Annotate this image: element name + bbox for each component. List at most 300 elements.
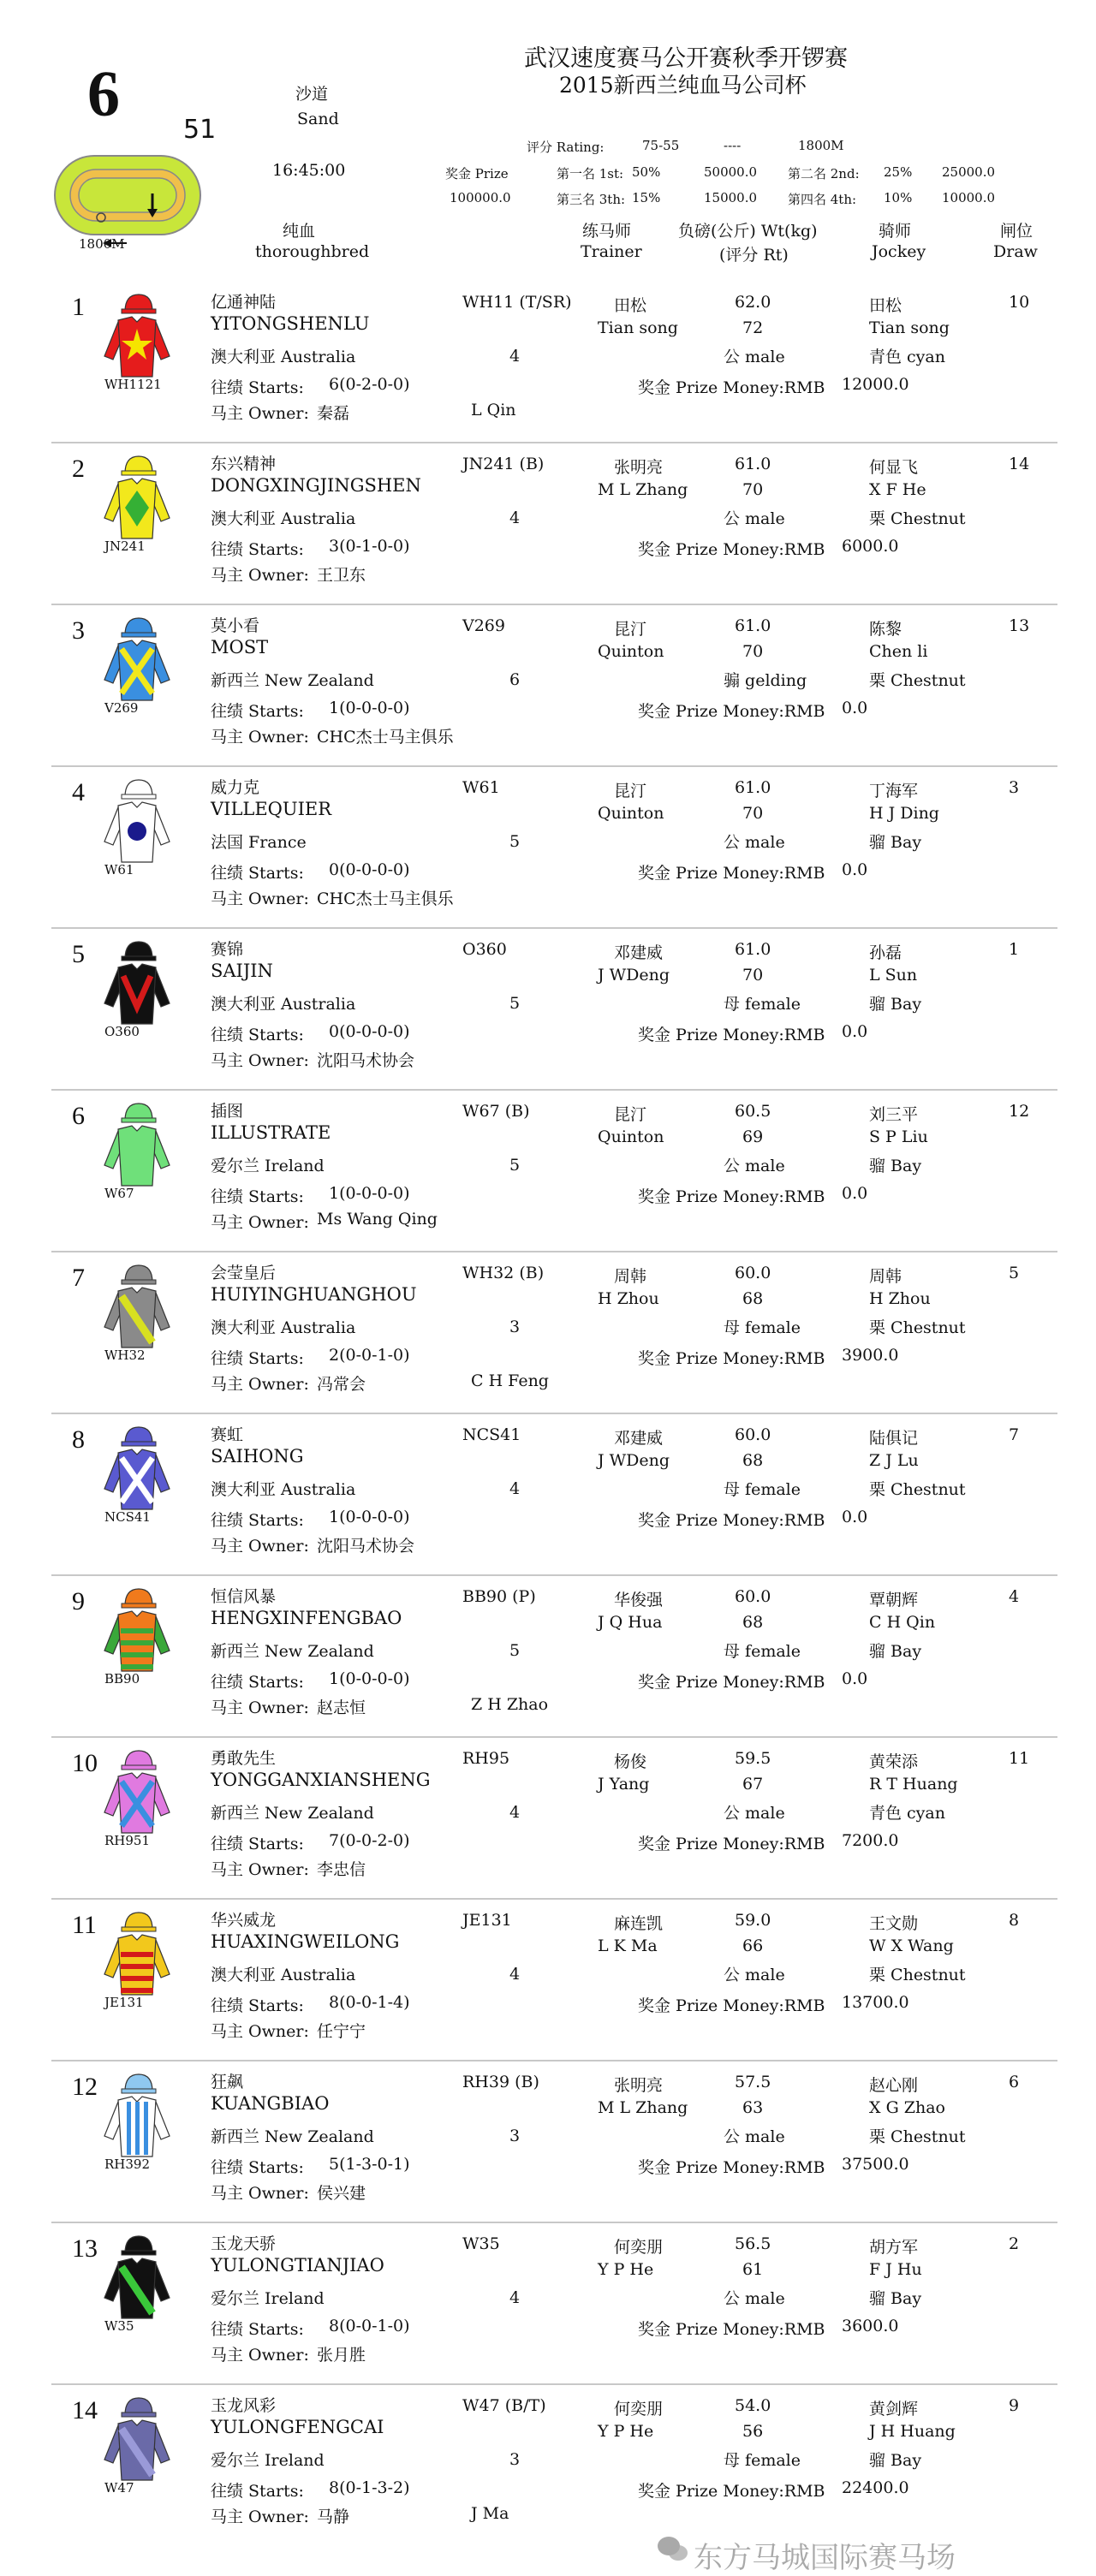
jockey-silks-icon [101,291,173,385]
owner-en: J Ma [471,2504,509,2523]
starts-record: 0(0-0-0-0) [329,1022,410,1041]
rating: 70 [742,804,764,823]
jockey-silks-icon [101,1585,173,1680]
horse-color: 骝 Bay [869,1642,922,1661]
horse-gear: W47 (B/T) [462,2396,546,2415]
starts-record: 1(0-0-0-0) [329,1508,410,1526]
trainer-cn: 张明亮 [614,2076,664,2095]
runner-row[interactable] [0,1739,1096,1901]
weight: 59.0 [735,1911,771,1930]
runner-row[interactable] [0,2224,1096,2386]
jockey-en: J H Huang [869,2422,956,2441]
trainer-cn: 昆汀 [614,620,647,639]
horse-gear: JE131 [462,1911,512,1930]
owner-cn: 侯兴建 [317,2184,366,2203]
rating: 63 [742,2098,764,2117]
weight: 56.5 [735,2234,771,2253]
horse-code: V269 [104,700,139,716]
weight: 60.0 [735,1425,771,1444]
horse-age: 5 [509,1156,521,1175]
jockey-silks-icon [101,453,173,547]
horse-age: 5 [509,1641,521,1660]
runner-number: 12 [72,2073,98,2101]
runner-row[interactable] [0,768,1096,930]
weight: 59.5 [735,1749,771,1768]
place4-pct: 10% [884,190,913,205]
horse-color: 栗 Chestnut [869,1966,966,1984]
jockey-cn: 王文勋 [869,1914,919,1933]
starts-label: 往绩 Starts: [211,702,304,721]
horse-color: 骝 Bay [869,1157,922,1175]
horse-age: 4 [509,347,521,366]
horse-age: 5 [509,832,521,851]
jockey-silks-icon [101,1747,173,1841]
starts-record: 2(0-0-1-0) [329,1346,410,1365]
horse-name-en: SAIJIN [211,961,273,981]
runner-row[interactable] [0,1415,1096,1577]
owner-label: 马主 Owner: [211,1860,309,1879]
prize-money-label: 奖金 Prize Money:RMB [638,1996,825,2015]
weight: 54.0 [735,2396,771,2415]
prize-money: 12000.0 [842,375,909,394]
runner-row[interactable] [0,444,1096,606]
starts-label: 往绩 Starts: [211,1187,304,1206]
weight: 61.0 [735,778,771,797]
jockey-cn: 陈黎 [869,620,902,639]
draw: 2 [1009,2234,1020,2253]
horse-code: W47 [104,2480,134,2496]
jockey-cn: 胡方军 [869,2238,919,2257]
horse-color: 栗 Chestnut [869,1318,966,1337]
col-trainer-cn: 练马师 [582,222,632,241]
draw: 14 [1009,455,1030,473]
breed-en: thoroughbred [255,242,370,261]
horse-origin: 爱尔兰 Ireland [211,2289,325,2308]
horse-origin: 爱尔兰 Ireland [211,2451,325,2470]
prize-money-label: 奖金 Prize Money:RMB [638,540,825,559]
jockey-en: Z J Lu [869,1451,919,1470]
race-header [0,0,1096,283]
place1-label: 第一名 1st: [557,166,624,181]
starts-record: 6(0-2-0-0) [329,375,410,394]
prize-money-label: 奖金 Prize Money:RMB [638,1673,825,1692]
owner-cn: 李忠信 [317,1860,366,1879]
sex: 公 male [724,2127,785,2146]
watermark: 东方马城国际赛马场 [694,2541,956,2575]
jockey-cn: 孙磊 [869,943,902,962]
place4-label: 第四名 4th: [788,192,857,207]
race-cup-title: 2015新西兰纯血马公司杯 [559,73,807,98]
rating-label: 评分 Rating: [527,140,605,155]
runner-row[interactable] [0,1253,1096,1415]
trainer-cn: 张明亮 [614,458,664,477]
horse-gear: WH11 (T/SR) [462,293,572,312]
col-rating: (评分 Rt) [719,246,789,265]
horse-origin: 新西兰 New Zealand [211,671,374,690]
draw: 5 [1009,1264,1020,1282]
owner-en: C H Feng [471,1371,549,1390]
breed-cn: 纯血 [283,222,316,241]
col-trainer-en: Trainer [581,242,642,261]
jockey-silks-icon [101,615,173,709]
owner-cn: 张月胜 [317,2346,366,2365]
col-draw-en: Draw [993,242,1038,261]
prize-money: 22400.0 [842,2478,909,2497]
draw: 7 [1009,1425,1020,1444]
starts-label: 往绩 Starts: [211,2320,304,2339]
rating: 56 [742,2422,764,2441]
starts-record: 8(0-1-3-2) [329,2478,410,2497]
owner-cn: 马静 [317,2508,350,2526]
owner-en: L Qin [471,401,516,419]
horse-origin: 澳大利亚 Australia [211,995,356,1014]
weight: 61.0 [735,455,771,473]
weight: 60.0 [735,1587,771,1606]
horse-name-cn: 玉龙风彩 [211,2396,277,2415]
prize-money: 0.0 [842,1184,868,1203]
horse-gear: O360 [462,940,507,959]
prize-money: 0.0 [842,699,868,717]
owner-label: 马主 Owner: [211,2022,309,2041]
trainer-cn: 邓建威 [614,943,664,962]
draw: 10 [1009,293,1030,312]
runner-number: 1 [72,293,85,321]
trainer-cn: 华俊强 [614,1591,664,1609]
weight: 61.0 [735,940,771,959]
horse-name-cn: 亿通神陆 [211,293,277,312]
trainer-en: H Zhou [598,1289,659,1308]
starts-record: 1(0-0-0-0) [329,699,410,717]
jockey-en: Chen li [869,642,928,661]
horse-gear: RH95 [462,1749,510,1768]
starts-label: 往绩 Starts: [211,1511,304,1530]
prize-label: 奖金 Prize [445,166,509,181]
jockey-cn: 田松 [869,296,902,315]
wechat-icon [656,2534,688,2563]
prize-money: 0.0 [842,1669,868,1688]
starts-label: 往绩 Starts: [211,1026,304,1044]
starts-record: 8(0-0-1-0) [329,2317,410,2335]
starts-label: 往绩 Starts: [211,1673,304,1692]
draw: 1 [1009,940,1020,959]
race-distance: 1800M [798,138,844,153]
horse-gear: JN241 (B) [462,455,545,473]
col-weight: 负磅(公斤) Wt(kg) [678,222,818,241]
jockey-silks-icon [101,1100,173,1194]
draw: 9 [1009,2396,1020,2415]
trainer-en: L K Ma [598,1936,658,1955]
prize-money-label: 奖金 Prize Money:RMB [638,1835,825,1853]
jockey-en: W X Wang [869,1936,954,1955]
runner-number: 11 [72,1911,97,1939]
jockey-cn: 丁海军 [869,782,919,800]
race-time: 16:45:00 [272,161,346,180]
prize-money-label: 奖金 Prize Money:RMB [638,1349,825,1368]
trainer-en: J WDeng [598,966,670,985]
runner-row[interactable] [0,283,1096,444]
runner-row[interactable] [0,1577,1096,1739]
owner-label: 马主 Owner: [211,566,309,585]
trainer-en: J WDeng [598,1451,670,1470]
rating: 70 [742,642,764,661]
row-divider [51,927,1057,929]
owner-label: 马主 Owner: [211,2508,309,2526]
owner-label: 马主 Owner: [211,1051,309,1070]
sex: 公 male [724,1804,785,1823]
horse-color: 栗 Chestnut [869,671,966,690]
owner-label: 马主 Owner: [211,404,309,423]
place2-pct: 25% [884,164,913,180]
rating: 66 [742,1936,764,1955]
starts-label: 往绩 Starts: [211,1349,304,1368]
jockey-en: X F He [869,480,926,499]
trainer-cn: 何奕朋 [614,2400,664,2418]
race-id: 51 [183,115,217,145]
horse-name-en: SAIHONG [211,1446,304,1466]
horse-age: 3 [509,2127,521,2145]
horse-gear: WH32 (B) [462,1264,545,1282]
rating: 70 [742,966,764,985]
prize-money: 13700.0 [842,1993,909,2012]
jockey-cn: 赵心刚 [869,2076,919,2095]
owner-cn: Ms Wang Qing [317,1210,438,1229]
starts-label: 往绩 Starts: [211,1996,304,2015]
rating: 72 [742,318,764,337]
trainer-en: Quinton [598,804,664,823]
race-title: 武汉速度赛马公开赛秋季开锣赛 [524,45,848,72]
horse-name-en: YULONGTIANJIAO [211,2255,384,2276]
sex: 母 female [724,1642,801,1661]
horse-gear: NCS41 [462,1425,521,1444]
jockey-en: H J Ding [869,804,939,823]
col-jockey-en: Jockey [872,242,926,261]
trainer-en: Y P He [598,2260,654,2279]
race-number: 6 [87,58,120,130]
horse-code: WH1121 [104,377,162,392]
prize-money-label: 奖金 Prize Money:RMB [638,1026,825,1044]
horse-name-cn: 狂飙 [211,2073,244,2091]
horse-age: 4 [509,509,521,527]
horse-age: 3 [509,1318,521,1336]
jockey-cn: 黄剑辉 [869,2400,919,2418]
row-divider [51,1089,1057,1091]
horse-age: 4 [509,1965,521,1984]
horse-code: WH32 [104,1347,146,1363]
runner-number: 5 [72,940,85,968]
trainer-cn: 昆汀 [614,782,647,800]
owner-cn: CHC杰士马主俱乐 [317,728,454,747]
draw: 4 [1009,1587,1020,1606]
col-draw-cn: 闸位 [1000,222,1033,241]
horse-name-cn: 赛虹 [211,1425,244,1444]
starts-label: 往绩 Starts: [211,2482,304,2501]
prize-money-label: 奖金 Prize Money:RMB [638,2158,825,2177]
runner-number: 8 [72,1425,85,1454]
horse-code: NCS41 [104,1509,151,1525]
horse-origin: 新西兰 New Zealand [211,1804,374,1823]
horse-age: 4 [509,1479,521,1498]
sex: 公 male [724,833,785,852]
jockey-en: H Zhou [869,1289,931,1308]
horse-color: 骝 Bay [869,2451,922,2470]
horse-code: RH392 [104,2157,151,2172]
prize-money: 3600.0 [842,2317,899,2335]
starts-record: 0(0-0-0-0) [329,860,410,879]
jockey-silks-icon [101,938,173,1032]
row-divider [51,1251,1057,1252]
owner-label: 马主 Owner: [211,2346,309,2365]
runner-row[interactable] [0,1901,1096,2062]
weight: 62.0 [735,293,771,312]
starts-label: 往绩 Starts: [211,2158,304,2177]
row-divider [51,1574,1057,1576]
horse-code: W67 [104,1186,134,1201]
horse-name-en: KUANGBIAO [211,2093,330,2114]
surface-en: Sand [297,110,339,128]
horse-color: 骝 Bay [869,2289,922,2308]
place1-amount: 50000.0 [704,164,758,180]
starts-record: 1(0-0-0-0) [329,1184,410,1203]
owner-label: 马主 Owner: [211,728,309,747]
weight: 61.0 [735,616,771,635]
jockey-en: X G Zhao [869,2098,945,2117]
horse-color: 栗 Chestnut [869,509,966,528]
horse-code: JE131 [104,1995,144,2010]
jockey-cn: 陆俱记 [869,1429,919,1448]
horse-name-cn: 勇敢先生 [211,1749,277,1768]
runner-number: 9 [72,1587,85,1615]
horse-name-en: ILLUSTRATE [211,1122,331,1143]
prize-money-label: 奖金 Prize Money:RMB [638,864,825,883]
owner-cn: 冯常会 [317,1375,366,1394]
sex: 母 female [724,1480,801,1499]
horse-gear: W61 [462,778,500,797]
runner-row[interactable] [0,930,1096,1092]
horse-name-en: VILLEQUIER [211,799,332,819]
horse-origin: 澳大利亚 Australia [211,509,356,528]
row-divider [51,2222,1057,2223]
horse-code: O360 [104,1024,140,1039]
owner-label: 马主 Owner: [211,1213,309,1232]
runner-number: 4 [72,778,85,806]
horse-gear: RH39 (B) [462,2073,539,2091]
horse-gear: W35 [462,2234,500,2253]
runner-row[interactable] [0,1092,1096,1253]
horse-name-en: YULONGFENGCAI [211,2417,384,2437]
trainer-cn: 麻连凯 [614,1914,664,1933]
owner-cn: 王卫东 [317,566,366,585]
sex: 公 male [724,1157,785,1175]
horse-name-cn: 华兴威龙 [211,1911,277,1930]
runner-number: 6 [72,1102,85,1130]
jockey-silks-icon [101,1424,173,1518]
owner-label: 马主 Owner: [211,1698,309,1717]
horse-color: 栗 Chestnut [869,2127,966,2146]
horse-origin: 澳大利亚 Australia [211,1480,356,1499]
jockey-en: Tian song [869,318,950,337]
draw: 6 [1009,2073,1020,2091]
trainer-en: J Q Hua [598,1613,663,1632]
jockey-silks-icon [101,776,173,871]
horse-gear: W67 (B) [462,1102,530,1121]
jockey-silks-icon [101,1262,173,1356]
prize-money-label: 奖金 Prize Money:RMB [638,378,825,397]
jockey-en: S P Liu [869,1127,928,1146]
trainer-en: Quinton [598,1127,664,1146]
weight: 60.0 [735,1264,771,1282]
jockey-en: C H Qin [869,1613,936,1632]
sex: 公 male [724,348,785,366]
horse-age: 5 [509,994,521,1013]
horse-color: 青色 cyan [869,348,945,366]
owner-cn: 秦磊 [317,404,350,423]
horse-name-en: HENGXINFENGBAO [211,1608,402,1628]
horse-name-cn: 恒信风暴 [211,1587,277,1606]
trainer-en: Quinton [598,642,664,661]
runner-number: 2 [72,455,85,483]
rating: 68 [742,1613,764,1632]
trainer-en: M L Zhang [598,480,688,499]
runner-row[interactable] [0,2062,1096,2224]
owner-label: 马主 Owner: [211,889,309,908]
prize-money-label: 奖金 Prize Money:RMB [638,2482,825,2501]
horse-code: W61 [104,862,134,878]
jockey-cn: 何显飞 [869,458,919,477]
horse-age: 4 [509,2288,521,2307]
prize-money: 3900.0 [842,1346,899,1365]
owner-cn: 任宁宁 [317,2022,366,2041]
horse-age: 6 [509,670,521,689]
rating: 69 [742,1127,764,1146]
starts-label: 往绩 Starts: [211,378,304,397]
prize-money-label: 奖金 Prize Money:RMB [638,702,825,721]
row-divider [51,1413,1057,1414]
trainer-cn: 何奕朋 [614,2238,664,2257]
sex: 母 female [724,1318,801,1337]
horse-origin: 澳大利亚 Australia [211,348,356,366]
horse-name-cn: 莫小看 [211,616,260,635]
sex: 骟 gelding [724,671,807,690]
jockey-en: F J Hu [869,2260,922,2279]
sex: 母 female [724,2451,801,2470]
prize-money: 6000.0 [842,537,899,556]
starts-label: 往绩 Starts: [211,1835,304,1853]
horse-name-en: DONGXINGJINGSHEN [211,475,421,496]
jockey-cn: 刘三平 [869,1105,919,1124]
sex: 母 female [724,995,801,1014]
prize-money: 0.0 [842,1022,868,1041]
runner-number: 3 [72,616,85,645]
trainer-cn: 田松 [614,296,647,315]
rating-value: 75-55 [642,138,680,153]
place2-label: 第二名 2nd: [788,166,860,181]
place3-label: 第三名 3th: [557,192,626,207]
runner-row[interactable] [0,606,1096,768]
runner-row[interactable] [0,2386,1096,2548]
horse-name-cn: 威力克 [211,778,260,797]
jockey-cn: 覃朝辉 [869,1591,919,1609]
row-divider [51,442,1057,443]
horse-name-cn: 插图 [211,1102,244,1121]
horse-color: 青色 cyan [869,1804,945,1823]
jockey-cn: 周韩 [869,1267,902,1286]
sex: 公 male [724,1966,785,1984]
place3-pct: 15% [632,190,661,205]
starts-record: 8(0-0-1-4) [329,1993,410,2012]
rating: 61 [742,2260,764,2279]
draw: 12 [1009,1102,1030,1121]
row-divider [51,2060,1057,2061]
